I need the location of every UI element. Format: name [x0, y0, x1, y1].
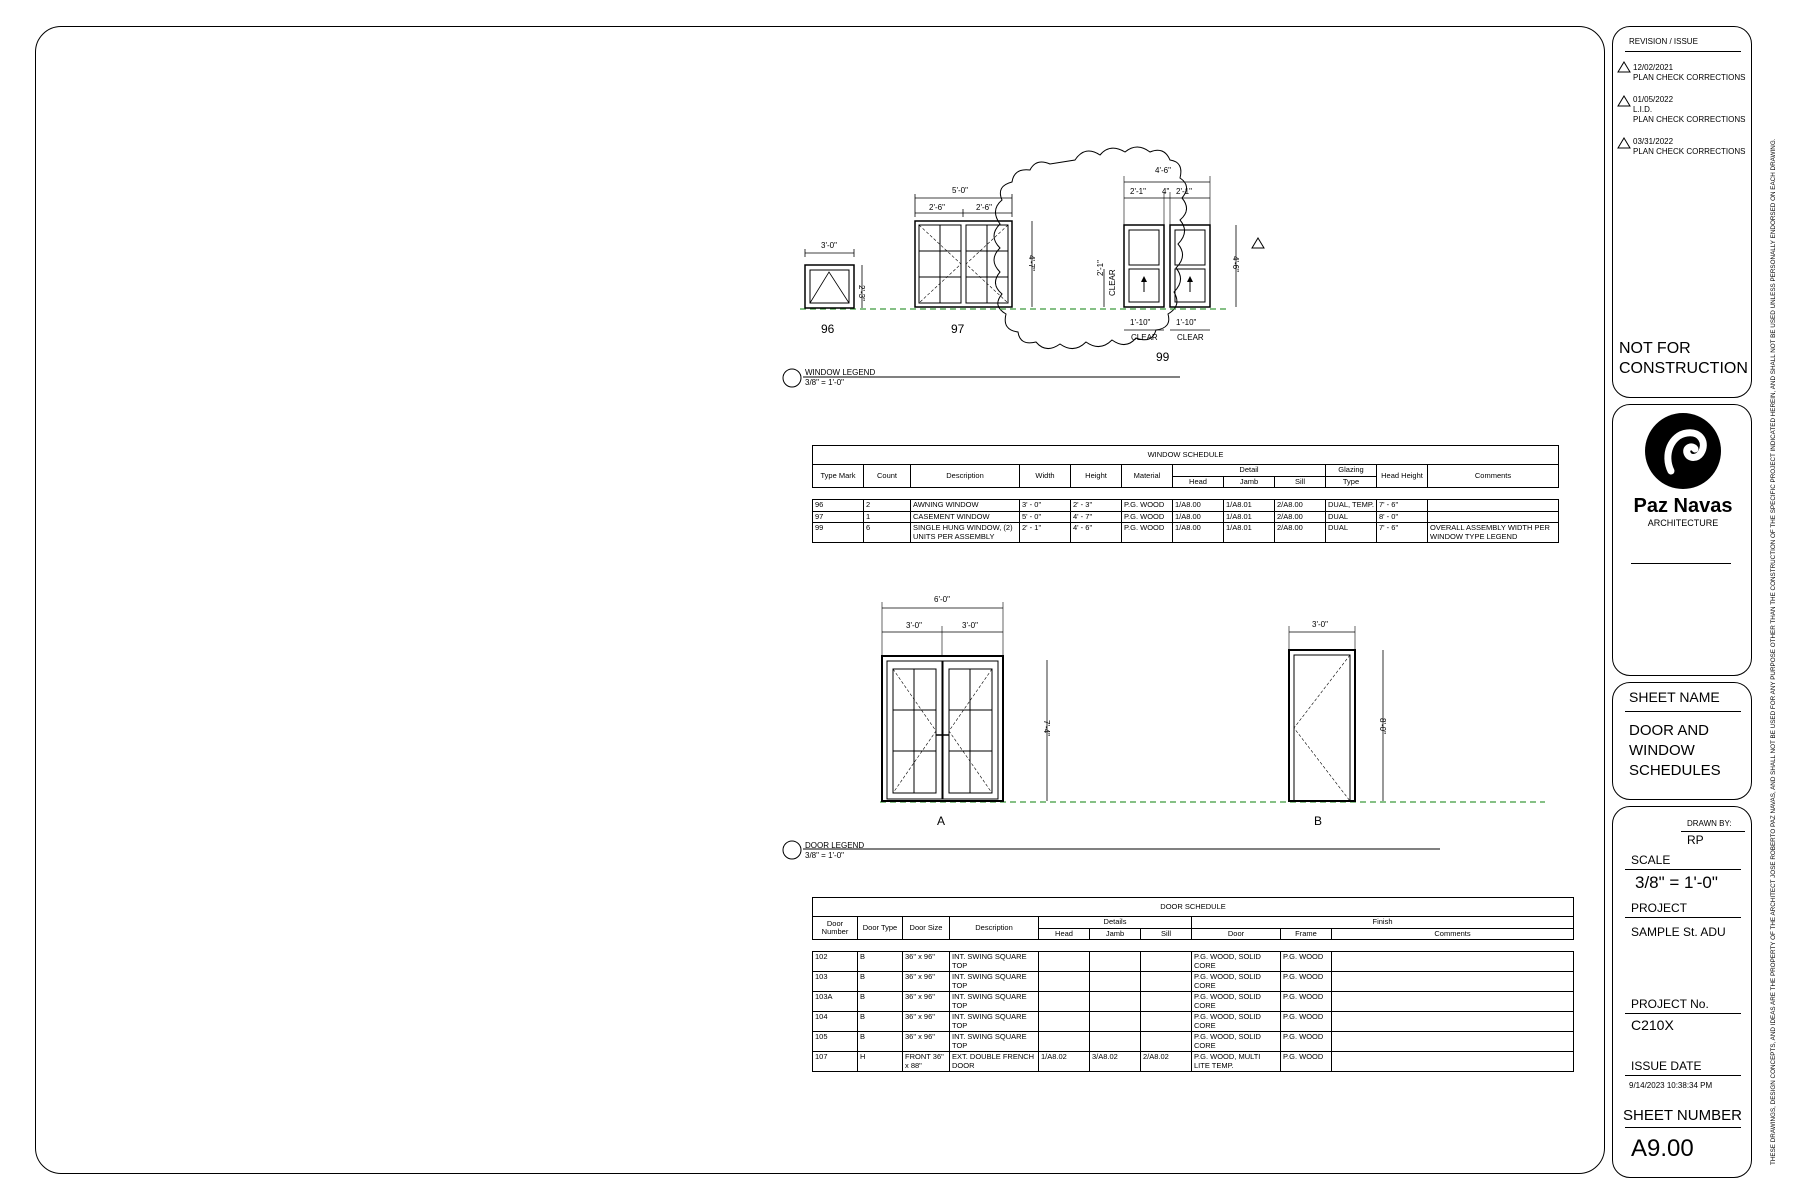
ds-cell: P.G. WOOD [1281, 972, 1332, 992]
revision-2-desc2: PLAN CHECK CORRECTIONS [1633, 115, 1746, 124]
ds-header-finish: Finish [1192, 917, 1574, 929]
ds-cell [1090, 952, 1141, 972]
table-row [813, 952, 1574, 972]
ws-cell: 2/A8.00 [1275, 523, 1326, 543]
drawn-by-label: DRAWN BY: [1687, 819, 1732, 828]
ws-cell: OVERALL ASSEMBLY WIDTH PER WINDOW TYPE LEGEND [1428, 523, 1559, 543]
table-row [813, 992, 1574, 1012]
ds-cell [1332, 1052, 1574, 1072]
ds-cell: 36" x 96" [903, 992, 950, 1012]
ws-cell: 99 [813, 523, 864, 543]
ds-header-comments: Comments [1332, 928, 1574, 940]
door-schedule-table [812, 897, 1574, 1072]
ds-header-number: Door Number [813, 917, 858, 940]
ds-cell [1332, 1012, 1574, 1032]
ds-cell: 107 [813, 1052, 858, 1072]
sheet-name-line2: WINDOW [1629, 742, 1695, 759]
ds-cell: 3/A8.02 [1090, 1052, 1141, 1072]
ds-header-jamb: Jamb [1090, 928, 1141, 940]
w97-total-dim: 5'-0" [952, 186, 968, 195]
window-96-label: 96 [821, 322, 835, 336]
drawn-by-value: RP [1687, 833, 1704, 847]
ds-cell: B [858, 972, 903, 992]
ws-cell: 1/A8.00 [1173, 511, 1224, 523]
ws-header-glazing: Glazing [1326, 465, 1377, 477]
ws-header-head: Head [1173, 476, 1224, 488]
ds-header-frame: Frame [1281, 928, 1332, 940]
ws-cell: 97 [813, 511, 864, 523]
ds-cell: P.G. WOOD, SOLID CORE [1192, 992, 1281, 1012]
ds-cell [1090, 992, 1141, 1012]
door-b-label: B [1314, 814, 1323, 828]
window-legend-title: WINDOW LEGEND [805, 368, 876, 377]
ds-cell: P.G. WOOD, SOLID CORE [1192, 952, 1281, 972]
w99-clear-height-dim: 2'-1" [1096, 260, 1105, 276]
ds-cell: P.G. WOOD [1281, 952, 1332, 972]
window-schedule-title: WINDOW SCHEDULE [813, 446, 1559, 465]
project-no-value: C210X [1631, 1017, 1674, 1033]
w97-half2-dim: 2'-6" [976, 203, 992, 212]
w97-height-dim: 4'-7" [1027, 255, 1036, 271]
firm-logo-icon [1641, 409, 1725, 493]
w97-half1-dim: 2'-6" [929, 203, 945, 212]
ds-cell: 36" x 96" [903, 952, 950, 972]
w99-c-dim: 2'-1" [1176, 187, 1192, 196]
ws-header-type: Type [1326, 476, 1377, 488]
w99-total-dim: 4'-6" [1155, 166, 1171, 175]
revision-box [1612, 26, 1752, 398]
ws-cell: 2/A8.00 [1275, 511, 1326, 523]
ds-cell: P.G. WOOD, MULTI LITE TEMP. [1192, 1052, 1281, 1072]
revision-2-date: 01/05/2022 [1633, 95, 1674, 104]
ws-cell: DUAL [1326, 523, 1377, 543]
firm-name: Paz Navas [1633, 495, 1733, 517]
ds-cell: 1/A8.02 [1039, 1052, 1090, 1072]
project-no-label: PROJECT No. [1631, 997, 1709, 1011]
ds-header-description: Description [950, 917, 1039, 940]
ds-cell: H [858, 1052, 903, 1072]
revision-3-date: 03/31/2022 [1633, 137, 1674, 146]
door-legend-title: DOOR LEGEND [805, 841, 865, 850]
ds-cell: 104 [813, 1012, 858, 1032]
ws-cell: 7' - 6" [1377, 500, 1428, 512]
ws-header-comments: Comments [1428, 465, 1559, 488]
door-a-half2-dim: 3'-0" [962, 621, 978, 630]
ds-cell [1090, 1032, 1141, 1052]
ds-header-size: Door Size [903, 917, 950, 940]
ws-header-height: Height [1071, 465, 1122, 488]
ds-cell: P.G. WOOD [1281, 1052, 1332, 1072]
window-99-label: 99 [1156, 350, 1170, 364]
ws-cell: P.G. WOOD [1122, 511, 1173, 523]
not-for-construction: NOT FOR CONSTRUCTION [1619, 340, 1748, 377]
ws-header-width: Width [1020, 465, 1071, 488]
ds-cell: P.G. WOOD [1281, 1012, 1332, 1032]
ds-cell [1039, 992, 1090, 1012]
door-a-height-dim: 7'-4" [1042, 720, 1051, 736]
table-row [813, 1052, 1574, 1072]
w99-a-dim: 2'-1" [1130, 187, 1146, 196]
revision-triangle-icon [1617, 95, 1631, 107]
ws-header-description: Description [911, 465, 1020, 488]
ds-cell: INT. SWING SQUARE TOP [950, 1032, 1039, 1052]
table-row [813, 1012, 1574, 1032]
ds-header-head: Head [1039, 928, 1090, 940]
ws-header-material: Material [1122, 465, 1173, 488]
ws-cell: 6 [864, 523, 911, 543]
ws-header-detail: Detail [1173, 465, 1326, 477]
ws-cell: 1/A8.01 [1224, 523, 1275, 543]
window-97-label: 97 [951, 322, 965, 336]
ds-cell [1039, 1032, 1090, 1052]
door-a-label: A [937, 814, 946, 828]
w99-height-dim: 4'-6" [1231, 256, 1240, 272]
ds-cell [1090, 972, 1141, 992]
issue-date-value: 9/14/2023 10:38:34 PM [1629, 1081, 1713, 1090]
ds-cell: P.G. WOOD, SOLID CORE [1192, 972, 1281, 992]
logo-box [1612, 404, 1752, 676]
w96-height-dim: 2'-3" [857, 285, 866, 301]
ws-cell: AWNING WINDOW [911, 500, 1020, 512]
ws-cell: DUAL [1326, 511, 1377, 523]
table-row [813, 972, 1574, 992]
revision-2-desc: L.I.D. [1633, 105, 1653, 114]
ws-cell: P.G. WOOD [1122, 523, 1173, 543]
ws-cell: 1/A8.01 [1224, 500, 1275, 512]
ds-cell: INT. SWING SQUARE TOP [950, 1012, 1039, 1032]
revision-triangle-icon [1617, 137, 1631, 149]
ds-cell: 2/A8.02 [1141, 1052, 1192, 1072]
w99-clear-label-1: CLEAR [1131, 333, 1158, 342]
copyright-note: THESE DRAWINGS, DESIGN CONCEPTS, AND IDEAS ARE THE PROPERTY OF THE ARCHITECT JOSE ROBERTO PAZ NAVAS, AND SHALL NOT BE USED FOR ANY PURPOSE OTHER THAN THE CONSTRUCTION OF THE SPECIFIC PROJECT INDICATED HEREIN, AND SHALL NOT BE USED UNLESS PERSONALLY ENDORSED ON EACH DRAWING. [1770, 138, 1777, 1165]
ds-cell: P.G. WOOD, SOLID CORE [1192, 1032, 1281, 1052]
ds-cell [1332, 992, 1574, 1012]
ws-cell: 1 [864, 511, 911, 523]
ds-cell [1141, 1032, 1192, 1052]
door-schedule-title: DOOR SCHEDULE [813, 898, 1574, 917]
ds-cell: INT. SWING SQUARE TOP [950, 952, 1039, 972]
ds-cell: B [858, 1012, 903, 1032]
ws-cell: DUAL, TEMP. [1326, 500, 1377, 512]
ds-cell: 36" x 96" [903, 972, 950, 992]
sheet-name-line3: SCHEDULES [1629, 762, 1721, 779]
sheet-name-box [1612, 682, 1752, 800]
ds-cell: INT. SWING SQUARE TOP [950, 972, 1039, 992]
ds-cell: EXT. DOUBLE FRENCH DOOR [950, 1052, 1039, 1072]
ws-cell: 2' - 1" [1020, 523, 1071, 543]
ds-cell: FRONT 36" x 88" [903, 1052, 950, 1072]
sheet-number-label: SHEET NUMBER [1623, 1107, 1742, 1124]
ds-header-door: Door [1192, 928, 1281, 940]
ds-cell: 103A [813, 992, 858, 1012]
w99-clear-w1-dim: 1'-10" [1130, 318, 1151, 327]
revision-triangle-icon [1617, 61, 1631, 73]
ds-cell: B [858, 992, 903, 1012]
door-b-height-dim: 8'-0" [1378, 718, 1387, 734]
ds-cell [1332, 952, 1574, 972]
ws-header-type-mark: Type Mark [813, 465, 864, 488]
ds-cell [1090, 1012, 1141, 1032]
ds-cell: 36" x 96" [903, 1012, 950, 1032]
w99-clear-label-2: CLEAR [1177, 333, 1204, 342]
door-b-width-dim: 3'-0" [1312, 620, 1328, 629]
revision-1-date: 12/02/2021 [1633, 63, 1674, 72]
ws-cell: 8' - 0" [1377, 511, 1428, 523]
w99-b-dim: 4" [1162, 187, 1170, 196]
ws-cell: 2/A8.00 [1275, 500, 1326, 512]
w99-clear-w2-dim: 1'-10" [1176, 318, 1197, 327]
sheet-name-label: SHEET NAME [1629, 689, 1720, 705]
ws-header-head-height: Head Height [1377, 465, 1428, 488]
door-a-total-dim: 6'-0" [934, 595, 950, 604]
ds-cell: 105 [813, 1032, 858, 1052]
ds-cell: P.G. WOOD [1281, 992, 1332, 1012]
ds-cell [1039, 972, 1090, 992]
ds-header-sill: Sill [1141, 928, 1192, 940]
ds-cell [1039, 1012, 1090, 1032]
sheet-name-line1: DOOR AND [1629, 722, 1710, 739]
sheet-info-box [1612, 806, 1752, 1178]
ws-header-jamb: Jamb [1224, 476, 1275, 488]
ds-cell: 102 [813, 952, 858, 972]
ds-cell: INT. SWING SQUARE TOP [950, 992, 1039, 1012]
door-legend-scale: 3/8" = 1'-0" [805, 851, 845, 860]
revision-1-desc: PLAN CHECK CORRECTIONS [1633, 73, 1746, 82]
ds-cell [1141, 952, 1192, 972]
ws-cell: SINGLE HUNG WINDOW, (2) UNITS PER ASSEMBLY [911, 523, 1020, 543]
ds-cell [1332, 972, 1574, 992]
ws-cell: 2 [864, 500, 911, 512]
issue-date-label: ISSUE DATE [1631, 1059, 1702, 1073]
ws-cell: 5' - 0" [1020, 511, 1071, 523]
ws-cell: P.G. WOOD [1122, 500, 1173, 512]
ws-cell: 4' - 6" [1071, 523, 1122, 543]
ws-header-sill: Sill [1275, 476, 1326, 488]
ws-cell: 3' - 0" [1020, 500, 1071, 512]
ws-cell: 96 [813, 500, 864, 512]
ws-cell: 2' - 3" [1071, 500, 1122, 512]
sheet-number-value: A9.00 [1631, 1135, 1694, 1162]
revision-header: REVISION / ISSUE [1629, 37, 1698, 46]
ds-cell [1039, 952, 1090, 972]
ws-cell: CASEMENT WINDOW [911, 511, 1020, 523]
ws-cell: 4' - 7" [1071, 511, 1122, 523]
firm-sub: ARCHITECTURE [1647, 518, 1719, 528]
ds-cell: 36" x 96" [903, 1032, 950, 1052]
revision-3-desc: PLAN CHECK CORRECTIONS [1633, 147, 1746, 156]
project-value: SAMPLE St. ADU [1631, 925, 1726, 939]
door-a-half1-dim: 3'-0" [906, 621, 922, 630]
ws-cell: 1/A8.00 [1173, 500, 1224, 512]
ws-cell: 7' - 6" [1377, 523, 1428, 543]
ds-cell [1141, 992, 1192, 1012]
ws-cell: 1/A8.01 [1224, 511, 1275, 523]
ds-header-type: Door Type [858, 917, 903, 940]
ds-cell [1141, 1012, 1192, 1032]
ds-cell: B [858, 1032, 903, 1052]
ds-cell [1332, 1032, 1574, 1052]
ds-header-details: Details [1039, 917, 1192, 929]
ws-cell: 1/A8.00 [1173, 523, 1224, 543]
ds-cell [1141, 972, 1192, 992]
w96-width-dim: 3'-0" [821, 241, 837, 250]
window-legend-scale: 3/8" = 1'-0" [805, 378, 845, 387]
scale-label: SCALE [1631, 853, 1671, 867]
ds-cell: 103 [813, 972, 858, 992]
table-row [813, 1032, 1574, 1052]
ds-cell: P.G. WOOD [1281, 1032, 1332, 1052]
ds-cell: P.G. WOOD, SOLID CORE [1192, 1012, 1281, 1032]
ws-header-count: Count [864, 465, 911, 488]
ds-cell: B [858, 952, 903, 972]
project-label: PROJECT [1631, 901, 1688, 915]
w99-clear-label-v: CLEAR [1108, 269, 1117, 296]
scale-value: 3/8" = 1'-0" [1635, 873, 1718, 892]
